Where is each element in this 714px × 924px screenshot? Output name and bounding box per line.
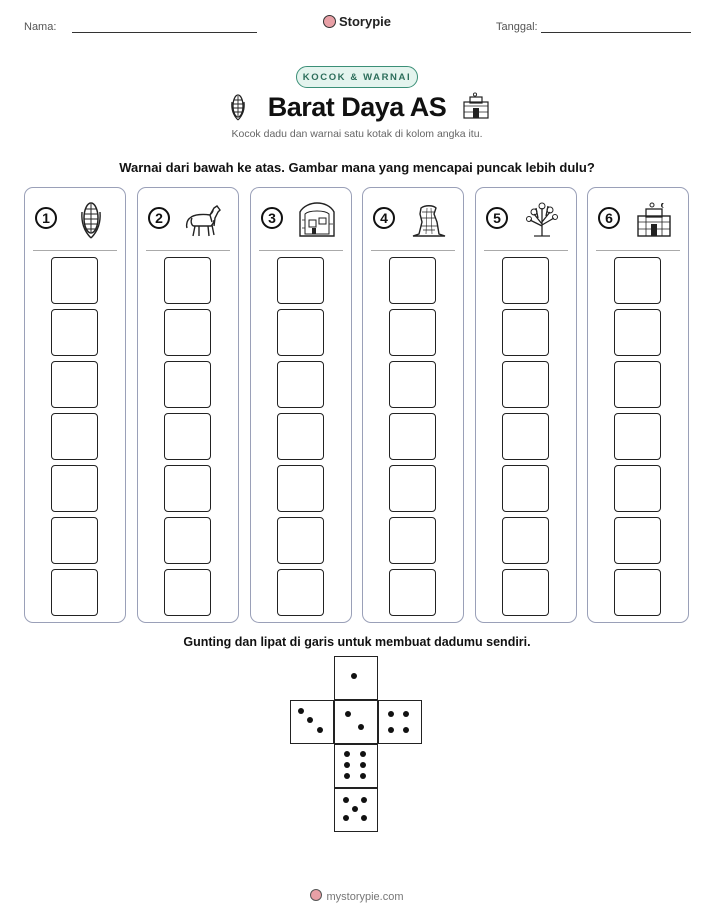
coloring-box[interactable] [389,569,436,616]
horse-icon [184,200,224,240]
coloring-box[interactable] [51,517,98,564]
column-number: 2 [148,207,170,229]
name-label: Nama: [24,21,57,33]
footer-url[interactable]: mystorypie.com [326,891,404,903]
column-number: 3 [261,207,283,229]
adobe-building-icon [634,200,674,240]
coloring-box[interactable] [502,517,549,564]
date-line[interactable] [541,32,691,33]
coloring-box[interactable] [164,413,211,460]
coloring-box[interactable] [502,257,549,304]
brand-logo [0,14,714,29]
coloring-box[interactable] [164,569,211,616]
name-line[interactable] [72,32,257,33]
column-3 [250,187,352,623]
coloring-box[interactable] [502,569,549,616]
coloring-box[interactable] [389,465,436,512]
cliff-dwelling-icon [297,200,337,240]
column-6 [587,187,689,623]
coloring-box[interactable] [51,465,98,512]
tree-icon [522,200,562,240]
coloring-box[interactable] [389,309,436,356]
page-title: Barat Daya AS [267,92,447,122]
brand-name: Storypie [338,14,391,29]
footer [0,889,714,903]
coloring-box[interactable] [389,257,436,304]
activity-badge: KOCOK & WARNAI [296,66,418,88]
column-5 [475,187,577,623]
adobe-building-icon [461,92,491,120]
coloring-box[interactable] [614,257,661,304]
coloring-box[interactable] [164,465,211,512]
dice-instruction: Gunting dan lipat di garis untuk membuat dadumu sendiri. [183,635,531,649]
coloring-box[interactable] [614,309,661,356]
coloring-box[interactable] [164,257,211,304]
corn-icon [71,200,111,240]
coloring-box[interactable] [502,309,549,356]
coloring-box[interactable] [51,257,98,304]
coloring-box[interactable] [277,361,324,408]
coloring-box[interactable] [502,361,549,408]
column-number: 5 [486,207,508,229]
coloring-box[interactable] [164,309,211,356]
date-label: Tanggal: [496,21,538,33]
coloring-box[interactable] [277,517,324,564]
column-number: 6 [598,207,620,229]
coloring-box[interactable] [51,569,98,616]
column-4 [362,187,464,623]
coloring-box[interactable] [389,413,436,460]
coloring-box[interactable] [51,309,98,356]
storypie-icon [310,889,322,901]
coloring-box[interactable] [502,465,549,512]
coloring-box[interactable] [51,361,98,408]
coloring-box[interactable] [389,361,436,408]
coloring-box[interactable] [614,517,661,564]
dice-face-1[interactable] [334,656,378,700]
dice-face-3[interactable] [290,700,334,744]
dice-face-5[interactable] [334,788,378,832]
column-number: 4 [373,207,395,229]
column-1 [24,187,126,623]
rock-formation-icon [409,200,449,240]
coloring-box[interactable] [277,413,324,460]
column-2 [137,187,239,623]
coloring-box[interactable] [277,309,324,356]
coloring-box[interactable] [614,361,661,408]
storypie-icon [323,15,336,28]
coloring-box[interactable] [277,569,324,616]
coloring-box[interactable] [614,413,661,460]
coloring-box[interactable] [277,257,324,304]
coloring-box[interactable] [164,361,211,408]
coloring-box[interactable] [614,569,661,616]
instruction-text: Warnai dari bawah ke atas. Gambar mana yang mencapai puncak lebih dulu? [119,160,595,175]
coloring-box[interactable] [614,465,661,512]
column-number: 1 [35,207,57,229]
coloring-box[interactable] [277,465,324,512]
dice-face-4[interactable] [378,700,422,744]
page-subtitle: Kocok dadu dan warnai satu kotak di kolom angka itu. [231,128,483,140]
dice-face-2[interactable] [334,700,378,744]
coloring-box[interactable] [389,517,436,564]
dice-face-6[interactable] [334,744,378,788]
coloring-box[interactable] [502,413,549,460]
coloring-box[interactable] [164,517,211,564]
coloring-box[interactable] [51,413,98,460]
